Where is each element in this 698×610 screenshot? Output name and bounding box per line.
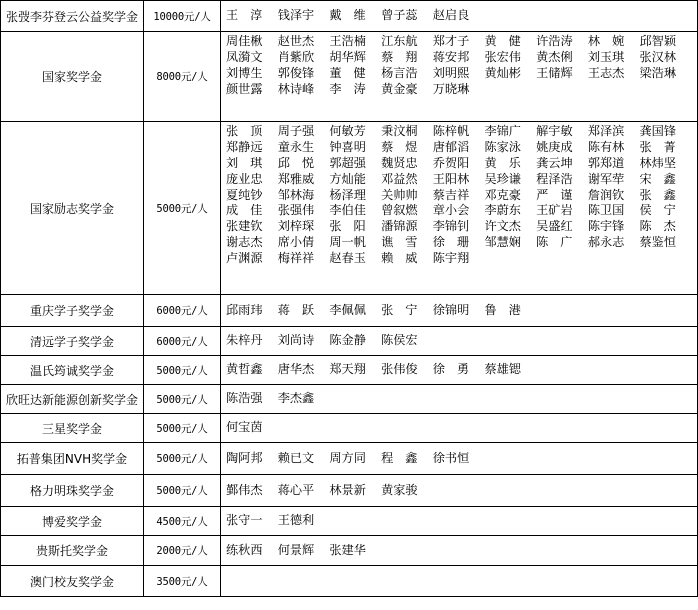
recipient-name: 张建钦	[226, 219, 263, 234]
recipient-name: 蒋心平	[277, 482, 315, 497]
recipient-name: 梅祥祥	[277, 250, 315, 265]
recipient-name: 蔡煜	[381, 140, 430, 155]
recipient-name: 张汉林	[639, 50, 677, 65]
recipient-name: 吴盛红	[536, 219, 573, 234]
recipient-name: 鄞伟杰	[226, 482, 263, 497]
recipient-line	[226, 8, 695, 24]
recipient-line	[226, 124, 695, 140]
recipient-name: 邱悦	[277, 155, 327, 170]
recipient-name: 蔡吉祥	[432, 187, 470, 202]
scholarship-name: 国家奖学金	[1, 32, 144, 122]
recipient-list	[221, 443, 698, 475]
recipient-name: 邱智颖	[639, 34, 677, 49]
scholarship-name: 温氏筠诚奖学金	[1, 356, 144, 385]
recipient-name: 蒋安邦	[432, 50, 470, 65]
recipient-name: 周子强	[277, 124, 315, 139]
recipient-name: 张阳	[329, 219, 378, 234]
scholarship-amount: 6000元/人	[144, 327, 221, 356]
recipient-name: 邓益然	[381, 171, 418, 186]
recipient-name: 姚庚成	[536, 140, 573, 155]
recipient-name: 黄灿彬	[484, 65, 521, 80]
recipient-name: 邱雨玮	[226, 302, 263, 317]
recipient-name: 赵春玉	[329, 250, 366, 265]
recipient-name: 徐珊	[432, 234, 482, 249]
recipient-name: 张菁	[639, 140, 688, 155]
recipient-line	[226, 81, 695, 97]
recipient-name: 郑雅威	[277, 171, 315, 186]
recipient-name: 陈杰	[639, 219, 688, 234]
recipient-name: 赵启良	[432, 8, 470, 23]
recipient-name: 陈梓帆	[432, 124, 470, 139]
recipient-name: 张守一	[226, 513, 263, 528]
recipient-line	[226, 34, 695, 50]
recipient-name: 林诗峰	[277, 81, 315, 96]
scholarship-name: 国家励志奖学金	[1, 122, 144, 295]
recipient-name: 严谨	[536, 187, 585, 202]
scholarship-row	[1, 385, 698, 414]
recipient-name: 方灿能	[329, 171, 366, 186]
recipient-line	[226, 333, 695, 349]
recipient-line	[226, 513, 695, 529]
recipient-name: 王浩楠	[329, 34, 366, 49]
scholarship-name: 清远学子奖学金	[1, 327, 144, 356]
recipient-name: 曾子蕊	[381, 8, 418, 23]
recipient-name: 龚云坤	[536, 155, 573, 170]
recipient-list	[221, 122, 698, 295]
recipient-name: 陈家泳	[484, 140, 521, 155]
recipient-list	[221, 475, 698, 507]
recipient-name: 张鑫	[639, 187, 688, 202]
scholarship-amount: 10000元/人	[144, 1, 221, 32]
recipient-name: 程泽浩	[536, 171, 573, 186]
recipient-name: 王志杰	[587, 65, 625, 80]
recipient-name: 李锦广	[484, 124, 521, 139]
recipient-name: 谢志杰	[226, 234, 263, 249]
recipient-name: 张建华	[329, 542, 366, 557]
recipient-name: 章小会	[432, 203, 470, 218]
recipient-name: 王矿岩	[536, 203, 573, 218]
scholarship-amount: 6000元/人	[144, 295, 221, 327]
scholarship-name: 重庆学子奖学金	[1, 295, 144, 327]
scholarship-amount: 4500元/人	[144, 507, 221, 536]
recipient-name: 鲁港	[484, 302, 533, 317]
recipient-name: 郑泽滨	[587, 124, 625, 139]
recipient-line	[226, 219, 695, 235]
scholarship-row	[1, 566, 698, 597]
scholarship-row	[1, 327, 698, 356]
recipient-name: 蔡鉴恒	[639, 234, 677, 249]
recipient-name: 王阳林	[432, 171, 470, 186]
recipient-name: 刘梓琛	[277, 219, 315, 234]
recipient-line	[226, 250, 695, 266]
recipient-line	[226, 171, 695, 187]
recipient-name: 万晓琳	[432, 81, 470, 96]
scholarship-amount: 5000元/人	[144, 356, 221, 385]
recipient-name: 赖已文	[277, 450, 315, 465]
recipient-name: 朱梓丹	[226, 333, 263, 348]
scholarship-row	[1, 507, 698, 536]
recipient-name: 肖紫欣	[277, 50, 315, 65]
recipient-name: 魏贤忠	[381, 155, 418, 170]
recipient-name: 周佳楸	[226, 34, 263, 49]
recipient-name: 吴珍谦	[484, 171, 521, 186]
recipient-name: 王淳	[226, 8, 275, 23]
recipient-line	[226, 362, 695, 378]
recipient-list	[221, 507, 698, 536]
recipient-list	[221, 327, 698, 356]
recipient-name: 庞业忠	[226, 171, 263, 186]
recipient-name: 乔贺阳	[432, 155, 470, 170]
recipient-name: 徐书恒	[432, 450, 470, 465]
recipient-name: 龚国锋	[639, 124, 677, 139]
recipient-name: 赖威	[381, 250, 430, 265]
recipient-name: 钟喜明	[329, 140, 366, 155]
recipient-list	[221, 295, 698, 327]
scholarship-row	[1, 356, 698, 385]
recipient-name: 徐锦明	[432, 302, 470, 317]
recipient-name: 郑才子	[432, 34, 470, 49]
recipient-name: 邓克豪	[484, 187, 521, 202]
recipient-name: 刘博生	[226, 65, 263, 80]
recipient-name: 陈卫国	[587, 203, 625, 218]
recipient-list	[221, 32, 698, 122]
scholarship-amount: 5000元/人	[144, 122, 221, 295]
recipient-name: 郭超强	[329, 155, 366, 170]
scholarship-name: 张弢李芬登云公益奖学金	[1, 1, 144, 32]
recipient-name: 李涛	[329, 81, 378, 96]
scholarship-amount: 5000元/人	[144, 414, 221, 443]
recipient-line	[226, 451, 695, 467]
recipient-name: 夏纯钞	[226, 187, 263, 202]
scholarship-name: 格力明珠奖学金	[1, 475, 144, 507]
recipient-name: 刘明熙	[432, 65, 470, 80]
recipient-list	[221, 414, 698, 443]
recipient-name: 林炜坚	[639, 155, 677, 170]
scholarship-row	[1, 475, 698, 507]
recipient-name: 唐郁滔	[432, 140, 470, 155]
scholarship-amount: 5000元/人	[144, 475, 221, 507]
recipient-name: 刘尚诗	[277, 333, 315, 348]
scholarship-amount: 3500元/人	[144, 566, 221, 597]
recipient-name: 李蔚东	[484, 203, 521, 218]
recipient-name: 王德利	[277, 513, 315, 528]
scholarship-amount: 8000元/人	[144, 32, 221, 122]
recipient-name: 李伯佳	[329, 203, 366, 218]
recipient-name: 席小倩	[277, 234, 315, 249]
recipient-name: 赵世杰	[277, 34, 315, 49]
recipient-line	[226, 50, 695, 66]
recipient-name: 黄杰俐	[536, 50, 573, 65]
scholarship-name: 贵斯托奖学金	[1, 536, 144, 566]
recipient-name: 李佩佩	[329, 302, 366, 317]
scholarship-row	[1, 536, 698, 566]
recipient-name: 陈宇锋	[587, 219, 625, 234]
recipient-line	[226, 420, 695, 436]
recipient-name: 周方同	[329, 450, 366, 465]
recipient-name: 关帅帅	[381, 187, 418, 202]
recipient-line	[226, 140, 695, 156]
scholarship-name: 博爱奖学金	[1, 507, 144, 536]
recipient-name: 郝永志	[587, 234, 625, 249]
recipient-line	[226, 543, 695, 559]
recipient-name: 刘玉琪	[587, 50, 625, 65]
recipient-name: 梁浩琳	[639, 65, 677, 80]
recipient-line	[226, 391, 695, 407]
recipient-name: 宋鑫	[639, 171, 688, 186]
recipient-name: 杨言浩	[381, 65, 418, 80]
recipient-name: 凤漪文	[226, 50, 263, 65]
recipient-name: 李锦钊	[432, 219, 470, 234]
recipient-name: 唐华杰	[277, 362, 315, 377]
recipient-name: 陈宇翔	[432, 250, 470, 265]
recipient-name: 邹慧娴	[484, 234, 521, 249]
scholarship-name: 澳门校友奖学金	[1, 566, 144, 597]
recipient-name: 成佳	[226, 203, 275, 218]
recipient-name: 卢渊源	[226, 250, 263, 265]
recipient-list	[221, 356, 698, 385]
recipient-name: 何景辉	[277, 542, 315, 557]
recipient-name: 程鑫	[381, 450, 430, 465]
recipient-line	[226, 66, 695, 82]
recipient-name: 郭郑道	[587, 155, 625, 170]
recipient-name: 黄哲鑫	[226, 362, 263, 377]
recipient-name: 徐勇	[432, 362, 482, 377]
recipient-name: 谯雪	[381, 234, 430, 249]
recipient-name: 郑静远	[226, 140, 263, 155]
recipient-name: 黄健	[484, 34, 533, 49]
recipient-name: 张宏伟	[484, 50, 521, 65]
recipient-line	[226, 203, 695, 219]
recipient-name: 陈广	[536, 234, 585, 249]
recipient-name: 杨泽理	[329, 187, 366, 202]
recipient-line	[226, 235, 695, 251]
recipient-name: 蔡雄锶	[484, 362, 521, 377]
scholarship-row	[1, 443, 698, 475]
recipient-name: 蔡翔	[381, 50, 430, 65]
recipient-name: 黄乐	[484, 155, 533, 170]
recipient-name: 张顶	[226, 124, 275, 139]
recipient-name: 侯宁	[639, 203, 688, 218]
scholarship-row	[1, 122, 698, 295]
recipient-name: 邹林海	[277, 187, 315, 202]
scholarship-name: 欣旺达新能源创新奖学金	[1, 385, 144, 414]
recipient-name: 解宇敏	[536, 124, 573, 139]
scholarship-row	[1, 414, 698, 443]
recipient-name: 林景新	[329, 482, 366, 497]
recipient-name: 王储辉	[536, 65, 573, 80]
scholarship-row	[1, 1, 698, 32]
scholarship-name: 三星奖学金	[1, 414, 144, 443]
recipient-line	[226, 156, 695, 172]
recipient-name: 练秋西	[226, 542, 263, 557]
recipient-list	[221, 566, 698, 597]
recipient-name: 胡华辉	[329, 50, 366, 65]
recipient-name: 曾叙燃	[381, 203, 418, 218]
scholarship-amount: 5000元/人	[144, 385, 221, 414]
recipient-name: 陶阿邦	[226, 450, 263, 465]
recipient-name: 董健	[329, 65, 378, 80]
recipient-name: 周一帆	[329, 234, 366, 249]
recipient-name: 戴维	[329, 8, 378, 23]
recipient-name: 郑天翔	[329, 362, 366, 377]
scholarship-row	[1, 32, 698, 122]
recipient-line	[226, 187, 695, 203]
recipient-name: 黄家骏	[381, 482, 418, 497]
recipient-name: 郭俊锋	[277, 65, 315, 80]
recipient-name: 江东航	[381, 34, 418, 49]
recipient-name: 蒋跃	[277, 302, 327, 317]
recipient-name: 张宁	[381, 302, 430, 317]
recipient-name: 谢军荦	[587, 171, 625, 186]
recipient-name: 陈金静	[329, 333, 366, 348]
scholarship-amount: 5000元/人	[144, 443, 221, 475]
scholarship-row	[1, 295, 698, 327]
recipient-name: 黄金豪	[381, 81, 418, 96]
recipient-name: 陈浩强	[226, 391, 263, 406]
recipient-name: 潘锦源	[381, 219, 418, 234]
recipient-name: 钱泽宇	[277, 8, 315, 23]
recipient-name: 陈侯宏	[381, 333, 418, 348]
recipient-line	[226, 483, 695, 499]
scholarship-table-body	[1, 1, 698, 597]
recipient-name: 秉汶桐	[381, 124, 418, 139]
recipient-name: 詹润钦	[587, 187, 625, 202]
recipient-name: 许浩涛	[536, 34, 573, 49]
recipient-name: 林婉	[587, 34, 637, 49]
recipient-name: 张强伟	[277, 203, 315, 218]
recipient-name: 何宝茵	[226, 420, 263, 435]
recipient-line	[226, 303, 695, 319]
recipient-name: 许文杰	[484, 219, 521, 234]
recipient-name: 何敏芳	[329, 124, 366, 139]
scholarship-name: 拓普集团NVH奖学金	[1, 443, 144, 475]
recipient-name: 颜世露	[226, 81, 263, 96]
recipient-name: 刘琪	[226, 155, 275, 170]
scholarship-amount: 2000元/人	[144, 536, 221, 566]
recipient-name: 陈有林	[587, 140, 625, 155]
recipient-list	[221, 385, 698, 414]
recipient-name: 李杰鑫	[277, 391, 315, 406]
recipient-list	[221, 1, 698, 32]
recipient-list	[221, 536, 698, 566]
recipient-name: 童永生	[277, 140, 315, 155]
recipient-name: 张伟俊	[381, 362, 418, 377]
